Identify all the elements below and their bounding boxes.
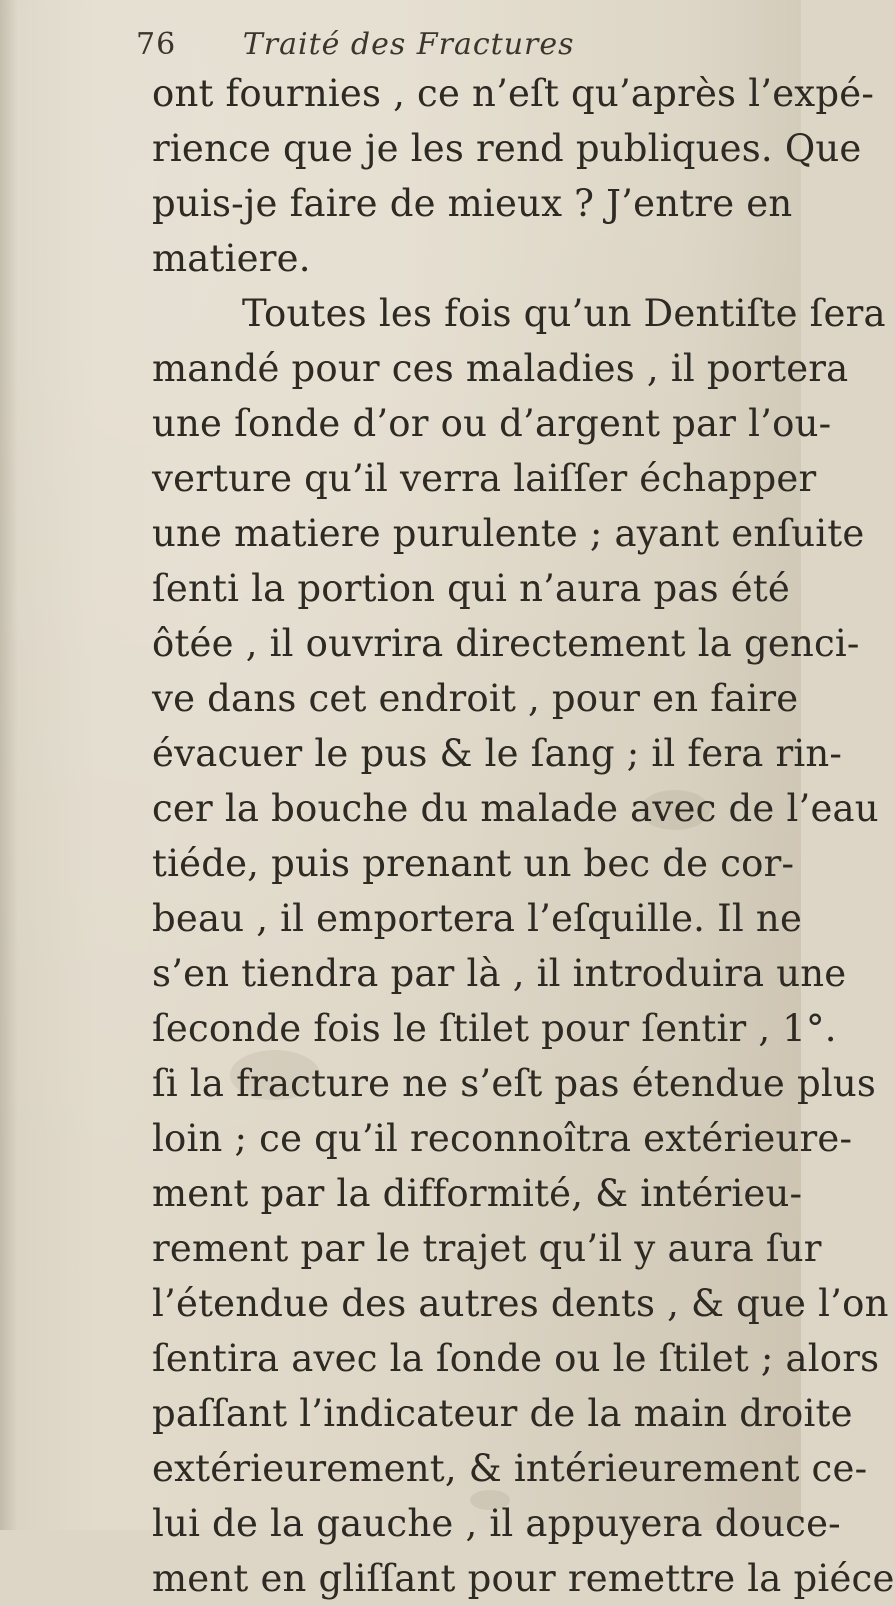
- text-line: ôtée , il ouvrira directement la genci-: [152, 622, 860, 665]
- text-line: paſſant l’indicateur de la main droite: [152, 1392, 853, 1435]
- text-line: ment en gliſſant pour remettre la piéce: [152, 1557, 895, 1600]
- running-header: [136, 22, 575, 68]
- text-line: une matiere purulente ; ayant enſuite: [152, 512, 865, 555]
- text-line: tiéde, puis prenant un bec de cor-: [152, 842, 795, 885]
- text-line: lui de la gauche , il appuyera douce-: [152, 1502, 841, 1545]
- running-title: Traité des Fractures: [242, 27, 575, 62]
- text-line: mandé pour ces maladies , il portera: [152, 347, 849, 390]
- text-line: évacuer le pus & le ſang ; il fera rin-: [152, 732, 843, 775]
- text-line: ment par la difformité, & intérieu-: [152, 1172, 803, 1215]
- text-line: extérieurement, & intérieurement ce-: [152, 1447, 868, 1490]
- paragraph-start-line: Toutes les fois qu’un Dentiſte ſera: [242, 292, 886, 335]
- text-line: verture qu’il verra laiſſer échapper: [152, 457, 817, 500]
- text-line: rience que je les rend publiques. Que: [152, 127, 862, 170]
- text-line: ſenti la portion qui n’aura pas été: [152, 567, 791, 610]
- text-line: puis-je faire de mieux ? J’entre en: [152, 182, 793, 225]
- text-line: une ſonde d’or ou d’argent par l’ou-: [152, 402, 832, 445]
- text-line: ont fournies , ce n’eſt qu’après l’expé-: [152, 72, 875, 115]
- text-line: ſentira avec la ſonde ou le ſtilet ; alors: [152, 1337, 880, 1380]
- text-line: s’en tiendra par là , il introduira une: [152, 952, 847, 995]
- text-line: matiere.: [152, 237, 311, 280]
- page-edge-shadow: [0, 0, 18, 1530]
- text-line: ſeconde fois le ſtilet pour ſentir , 1°.: [152, 1007, 837, 1050]
- text-line: cer la bouche du malade avec de l’eau: [152, 787, 879, 830]
- text-line: l’étendue des autres dents , & que l’on: [152, 1282, 889, 1325]
- text-line: beau , il emportera l’eſquille. Il ne: [152, 897, 803, 940]
- text-line: rement par le trajet qu’il y aura ſur: [152, 1227, 822, 1270]
- text-line: ve dans cet endroit , pour en faire: [152, 677, 799, 720]
- body-text: [152, 66, 895, 1606]
- text-line: loin ; ce qu’il reconnoîtra extérieure-: [152, 1117, 853, 1160]
- text-line: ſi la fracture ne s’eſt pas étendue plus: [152, 1062, 877, 1105]
- page-number: 76: [136, 27, 177, 62]
